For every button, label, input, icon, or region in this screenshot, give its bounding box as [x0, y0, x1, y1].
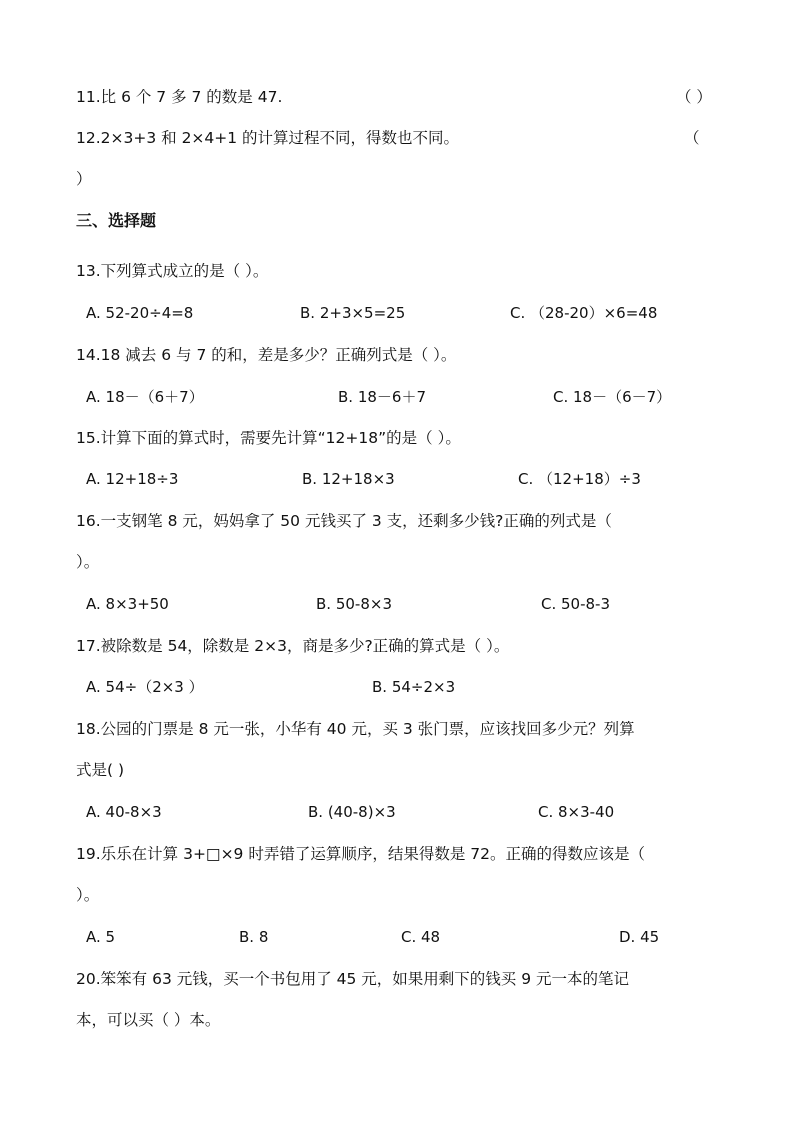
question-14-option-a[interactable]: A. 18－（6＋7） [86, 388, 204, 406]
question-17-option-a[interactable]: A. 54÷（2×3 ） [86, 678, 204, 696]
question-16-stem-line2: ）。 [76, 553, 100, 571]
question-18-option-b[interactable]: B. (40-8)×3 [308, 803, 396, 821]
question-12-text: 12.2×3+3 和 2×4+1 的计算过程不同，得数也不同。 [76, 129, 460, 147]
question-14-option-c[interactable]: C. 18－（6－7） [553, 388, 672, 406]
section-heading: 三、选择题 [76, 211, 157, 230]
question-18-stem-line2: 式是( ) [76, 761, 125, 779]
question-20-stem-line2: 本，可以买（ ）本。 [76, 1011, 221, 1029]
question-19-option-a[interactable]: A. 5 [86, 928, 116, 946]
question-17-stem: 17.被除数是 54，除数是 2×3，商是多少?正确的算式是（ ）。 [76, 637, 510, 655]
question-19-option-b[interactable]: B. 8 [239, 928, 269, 946]
question-18-option-c[interactable]: C. 8×3-40 [538, 803, 615, 821]
question-14-stem: 14.18 减去 6 与 7 的和，差是多少？正确列式是（ ）。 [76, 346, 457, 364]
question-17-option-b[interactable]: B. 54÷2×3 [372, 678, 456, 696]
question-14-option-b[interactable]: B. 18－6＋7 [338, 388, 427, 406]
question-11-answer-bracket[interactable]: （ ） [676, 88, 712, 106]
question-16-option-a[interactable]: A. 8×3+50 [86, 595, 169, 613]
question-19-option-c[interactable]: C. 48 [401, 928, 441, 946]
question-16-stem-line1: 16.一支钢笔 8 元，妈妈拿了 50 元钱买了 3 支，还剩多少钱?正确的列式是（ [76, 512, 612, 530]
question-19-stem-line1: 19.乐乐在计算 3+□×9 时弄错了运算顺序，结果得数是 72。正确的得数应该是（ [76, 845, 645, 863]
question-13-option-b[interactable]: B. 2+3×5=25 [300, 304, 406, 322]
question-15-option-c[interactable]: C. （12+18）÷3 [518, 470, 641, 488]
question-18-option-a[interactable]: A. 40-8×3 [86, 803, 162, 821]
question-15-option-b[interactable]: B. 12+18×3 [302, 470, 395, 488]
question-16-option-c[interactable]: C. 50-8-3 [541, 595, 611, 613]
question-12-answer-bracket-open[interactable]: （ [684, 129, 700, 147]
question-13-stem: 13.下列算式成立的是（ ）。 [76, 262, 269, 280]
question-15-stem: 15.计算下面的算式时，需要先计算“12+18”的是（ ）。 [76, 429, 461, 447]
question-20-stem-line1: 20.笨笨有 63 元钱，买一个书包用了 45 元，如果用剩下的钱买 9 元一本的笔记 [76, 970, 630, 988]
question-19-stem-line2: ）。 [76, 886, 100, 904]
question-13-option-c[interactable]: C. （28-20）×6=48 [510, 304, 658, 322]
question-15-option-a[interactable]: A. 12+18÷3 [86, 470, 179, 488]
question-16-option-b[interactable]: B. 50-8×3 [316, 595, 392, 613]
question-19-option-d[interactable]: D. 45 [619, 928, 660, 946]
question-13-option-a[interactable]: A. 52-20÷4=8 [86, 304, 194, 322]
question-11-text: 11.比 6 个 7 多 7 的数是 47. [76, 88, 283, 106]
question-18-stem-line1: 18.公园的门票是 8 元一张，小华有 40 元，买 3 张门票，应该找回多少元？列算 [76, 720, 635, 738]
question-12-answer-bracket-close: ） [76, 170, 92, 188]
